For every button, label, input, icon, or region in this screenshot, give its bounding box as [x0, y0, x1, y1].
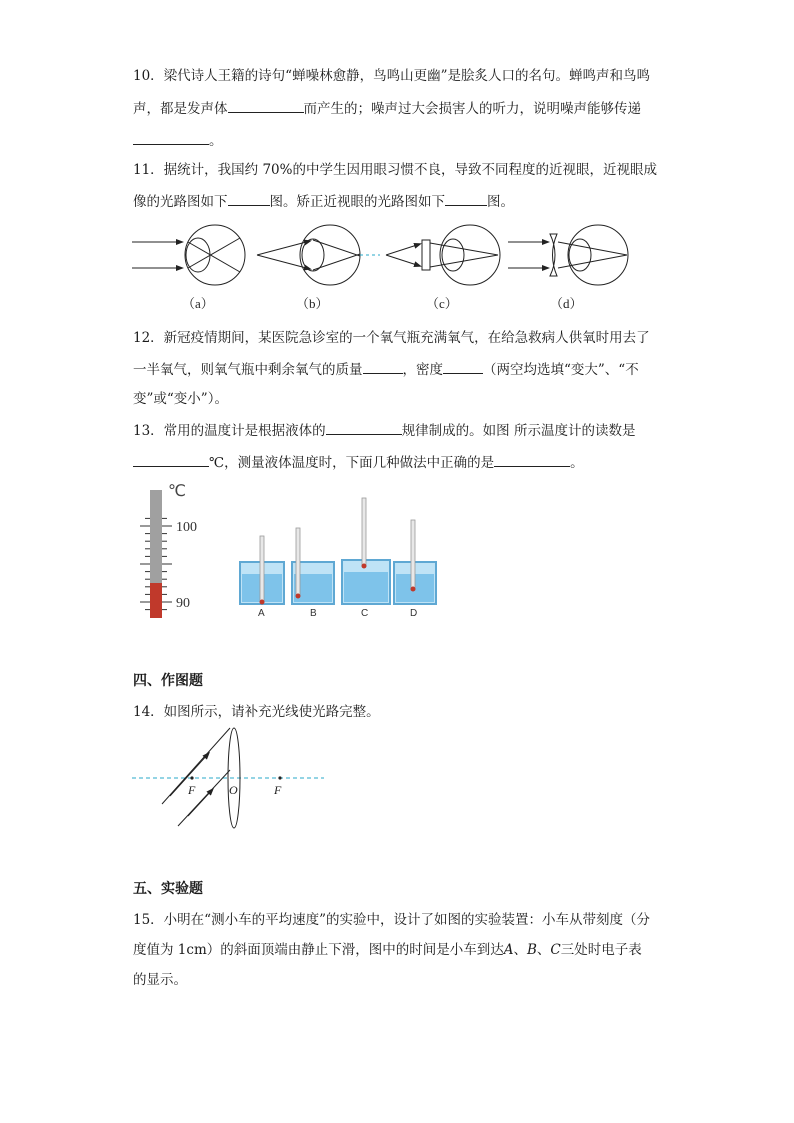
beaker-label-d: D [410, 608, 418, 619]
q15-line-2 [133, 940, 642, 960]
beaker-a [240, 536, 284, 605]
q11-blank-2[interactable] [445, 191, 487, 206]
thermometer-d [411, 520, 415, 590]
point-a: A [503, 942, 514, 958]
eye-label-c: （c） [426, 296, 458, 311]
thermometer-b [296, 528, 300, 596]
thermometer-unit: ℃ [168, 483, 186, 500]
q13-blank-1[interactable] [326, 420, 402, 435]
focus-right-label: F [274, 783, 282, 797]
thermometer-a [260, 536, 264, 602]
ray-1 [162, 728, 230, 804]
q12-line-2 [133, 359, 639, 380]
q12-line-3: 变”或“变小”）。 [133, 391, 228, 407]
beaker-label-b: B [310, 608, 317, 619]
beaker-c [342, 498, 390, 604]
point-c: C [550, 942, 561, 958]
q11-text-2a: 像的光路图如下 [133, 194, 228, 210]
q12-text-2b: ，密度 [402, 362, 443, 378]
focus-left-point [190, 776, 193, 779]
optical-center-label: O [229, 783, 238, 797]
q15-text-2a: 度值为 1cm）的斜面顶端由静止下滑，图中的时间是小车到达 [133, 942, 504, 958]
point-b: B [527, 942, 537, 958]
q15-line-1: 15．小明在“测小车的平均速度”的实验中，设计了如图的实验装置：小车从带刻度（分 [133, 912, 650, 928]
q12-text-2a: 一半氧气，则氧气瓶中剩余氧气的质量 [133, 362, 363, 378]
beaker-label-a: A [258, 608, 265, 619]
q14-text: 14．如图所示，请补充光线使光路完整。 [133, 704, 380, 720]
lens-diagram [130, 724, 330, 834]
section-5-title: 五、实验题 [133, 881, 203, 897]
q12-blank-2[interactable] [443, 359, 483, 374]
thermometer-liquid [150, 583, 162, 618]
beakers [236, 494, 446, 620]
q15-line-3: 的显示。 [133, 972, 187, 988]
q13-text-2a: ℃，测量液体温度时，下面几种做法中正确的是 [209, 455, 495, 471]
q10-text-3: 。 [209, 133, 223, 149]
q10-line-1: 10．梁代诗人王籍的诗句“蝉噪林愈静，鸟鸣山更幽”是脍炙人口的名句。蝉鸣声和鸟鸣 [133, 68, 650, 84]
eye-label-a: （a） [182, 296, 214, 311]
q13-blank-3[interactable] [494, 452, 570, 467]
beaker-d [394, 520, 436, 604]
focus-right-point [278, 776, 281, 779]
q11-text-2b: 图。矫正近视眼的光路图如下 [269, 194, 445, 210]
thermometer [128, 478, 218, 620]
section-4-title: 四、作图题 [133, 673, 203, 689]
q13-blank-2[interactable] [133, 452, 209, 467]
q10-line-3 [133, 130, 223, 151]
q10-blank-1[interactable] [228, 98, 304, 113]
thermometer-label-90: 90 [176, 596, 190, 611]
focus-left-label: F [188, 783, 196, 797]
thermometer-label-100: 100 [176, 520, 197, 535]
thermometer-c [362, 498, 366, 566]
q11-blank-1[interactable] [228, 191, 270, 206]
q13-line-2 [133, 452, 584, 473]
q10-blank-2[interactable] [133, 130, 209, 145]
eye-diagrams-detail [130, 222, 640, 320]
q10-line-2 [133, 98, 641, 119]
q13-line-1 [133, 420, 635, 441]
eye-label-b: （b） [296, 296, 329, 311]
q10-text-2a: 声，都是发声体 [133, 101, 228, 117]
q11-line-1: 11．据统计，我国约 70%的中学生因用眼习惯不良，导致不同程度的近视眼，近视眼成 [133, 162, 657, 178]
q12-line-1: 12．新冠疫情期间，某医院急诊室的一个氧气瓶充满氧气，在给急救病人供氧时用去了 [133, 330, 650, 346]
q11-text-2c: 图。 [487, 194, 514, 210]
q15-text-2b: 三处时电子表 [560, 942, 642, 958]
q13-text-2b: 。 [570, 455, 584, 471]
q10-text-2b: 而产生的；噪声过大会损害人的听力，说明噪声能够传递 [303, 101, 641, 117]
beaker-b [292, 528, 334, 604]
beaker-label-c: C [361, 608, 369, 619]
eye-label-d: （d） [550, 296, 583, 311]
q13-text-1b: 规律制成的。如图 所示温度计的读数是 [401, 423, 636, 439]
q12-blank-1[interactable] [363, 359, 403, 374]
separator-1: 、 [513, 942, 527, 958]
q13-text-1a: 13．常用的温度计是根据液体的 [133, 423, 326, 439]
q11-line-2 [133, 191, 514, 212]
separator-2: 、 [536, 942, 551, 958]
q12-text-2c: （两空均选填“变大”、“不 [483, 362, 639, 378]
